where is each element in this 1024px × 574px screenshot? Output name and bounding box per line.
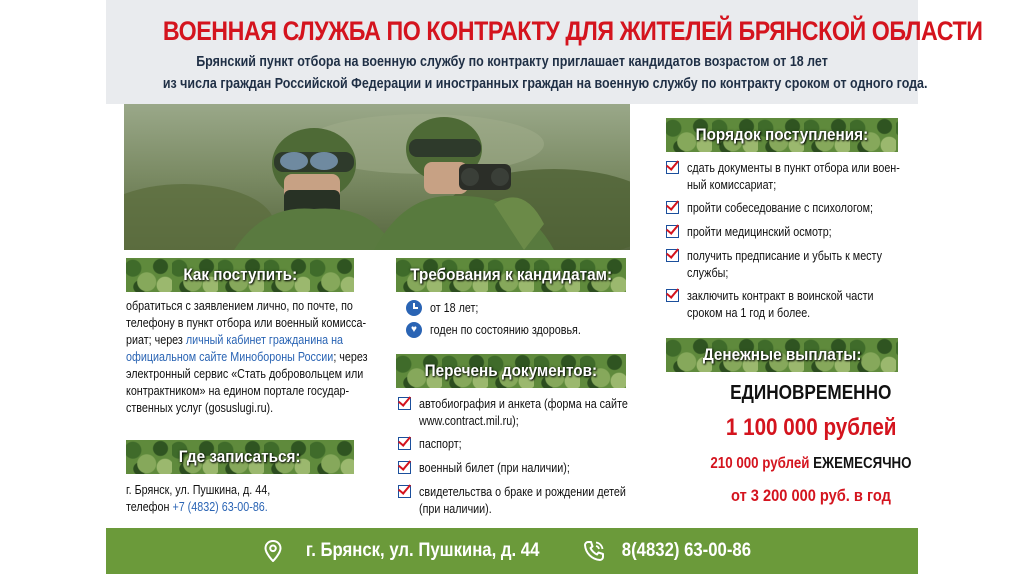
mod-website-link[interactable]: официальном сайте Минобороны России <box>126 350 334 364</box>
checkbox-icon <box>666 201 679 214</box>
document-item <box>398 436 469 453</box>
how-to-line: риат; через <box>126 333 183 347</box>
personal-account-link[interactable]: личный кабинет гражданина на <box>185 333 344 347</box>
checkbox-icon <box>666 289 679 302</box>
procedure-text: сдать документы в пункт отбора или воен- <box>687 161 900 175</box>
payments-title: Денежные выплаты: <box>702 345 862 364</box>
where-to-apply-text <box>126 482 362 516</box>
how-to-line: контрактником» на едином портале государ- <box>126 384 350 398</box>
yearly-payment-text: от 3 200 000 руб. в год <box>731 486 891 505</box>
procedure-text: службы; <box>687 266 729 280</box>
header <box>106 0 983 104</box>
document-item <box>398 396 662 430</box>
phone-icon <box>583 540 605 562</box>
procedure-text: ный комиссариат; <box>687 178 777 192</box>
how-to-apply-text <box>126 298 368 417</box>
monthly-payment <box>666 455 956 473</box>
footer-phone[interactable] <box>583 540 760 562</box>
how-to-apply-header <box>126 258 354 292</box>
yearly-payment <box>666 486 956 506</box>
recruitment-poster <box>106 0 983 574</box>
requirement-item <box>406 300 486 317</box>
checkbox-icon <box>666 225 679 238</box>
monthly-label: ЕЖЕМЕСЯЧНО <box>813 455 912 472</box>
requirements-title: Требования к кандидатам: <box>410 265 612 284</box>
page-title: ВОЕННАЯ СЛУЖБА ПО КОНТРАКТУ ДЛЯ ЖИТЕЛЕЙ БРЯНСКОЙ ОБЛАСТИ <box>162 16 983 46</box>
document-text: www.contract.mil.ru); <box>419 414 519 428</box>
procedure-text: получить предписание и убыть к месту <box>687 249 882 263</box>
procedure-item <box>666 288 904 322</box>
document-text: автобиография и анкета (форма на сайте <box>419 397 628 411</box>
one-time-label <box>666 382 956 405</box>
checkbox-icon <box>398 485 411 498</box>
procedure-title: Порядок поступления: <box>695 125 869 144</box>
clock-icon <box>406 300 422 316</box>
how-to-line: ственных услуг (gosuslugi.ru). <box>126 401 274 415</box>
document-text: паспорт; <box>419 437 462 451</box>
checkbox-icon <box>398 461 411 474</box>
where-address: г. Брянск, ул. Пушкина, д. 44, <box>126 483 271 497</box>
requirement-text: годен по состоянию здоровья. <box>430 323 581 337</box>
checkbox-icon <box>666 249 679 262</box>
document-item <box>398 460 594 477</box>
how-to-line: ; через <box>333 350 368 364</box>
procedure-text: заключить контракт в воинской части <box>687 289 874 303</box>
how-to-line: обратиться с заявлением лично, по почте, по <box>126 299 353 313</box>
intro-line-2: из числа граждан Российской Федерации и иностранных граждан на военную службу по контракту сроком от одного года. <box>162 76 928 92</box>
requirement-item <box>406 322 605 339</box>
how-to-apply-title: Как поступить: <box>183 265 297 284</box>
checkbox-icon <box>398 397 411 410</box>
how-to-line: электронный сервис «Стать добровольцем или <box>126 367 364 381</box>
procedure-item <box>666 160 934 194</box>
heart-icon: ♥ <box>406 322 422 338</box>
documents-title: Перечень документов: <box>424 361 598 380</box>
how-to-line: телефону в пункт отбора или военный комисса- <box>126 316 367 330</box>
one-time-amount <box>666 414 956 442</box>
footer-phone-text: 8(4832) 63-00-86 <box>622 540 752 561</box>
location-pin-icon <box>264 540 282 562</box>
one-time-amount-text: 1 100 000 рублей <box>725 414 897 441</box>
document-text: свидетельства о браке и рождении детей <box>419 485 626 499</box>
requirement-text: от 18 лет; <box>430 301 479 315</box>
procedure-header <box>666 118 898 152</box>
procedure-item <box>666 224 855 241</box>
documents-header <box>396 354 626 388</box>
soldiers-photo <box>124 104 630 250</box>
procedure-text: пройти медицинский осмотр; <box>687 225 832 239</box>
one-time-label-text: ЕДИНОВРЕМЕННО <box>730 382 892 404</box>
checkbox-icon <box>666 161 679 174</box>
document-text: военный билет (при наличии); <box>419 461 570 475</box>
document-item <box>398 484 660 518</box>
intro-line-1: Брянский пункт отбора на военную службу по контракту приглашает кандидатов возрастом от 18 лет <box>196 54 828 70</box>
footer-address-text: г. Брянск, ул. Пушкина, д. 44 <box>305 540 540 561</box>
procedure-item <box>666 200 903 217</box>
monthly-amount: 210 000 рублей <box>710 455 810 472</box>
payments-header <box>666 338 898 372</box>
procedure-text: пройти собеседование с психологом; <box>687 201 874 215</box>
requirements-header <box>396 258 626 292</box>
document-text: (при наличии). <box>419 502 492 516</box>
where-phone-link[interactable]: +7 (4832) 63-00-86. <box>172 500 268 514</box>
procedure-text: сроком на 1 год и более. <box>687 306 811 320</box>
footer-contact-bar <box>106 528 918 574</box>
procedure-item <box>666 248 914 282</box>
footer-address <box>264 540 555 562</box>
where-to-apply-title: Где записаться: <box>179 447 301 466</box>
where-phone-label: телефон <box>126 500 170 514</box>
checkbox-icon <box>398 437 411 450</box>
where-to-apply-header <box>126 440 354 474</box>
